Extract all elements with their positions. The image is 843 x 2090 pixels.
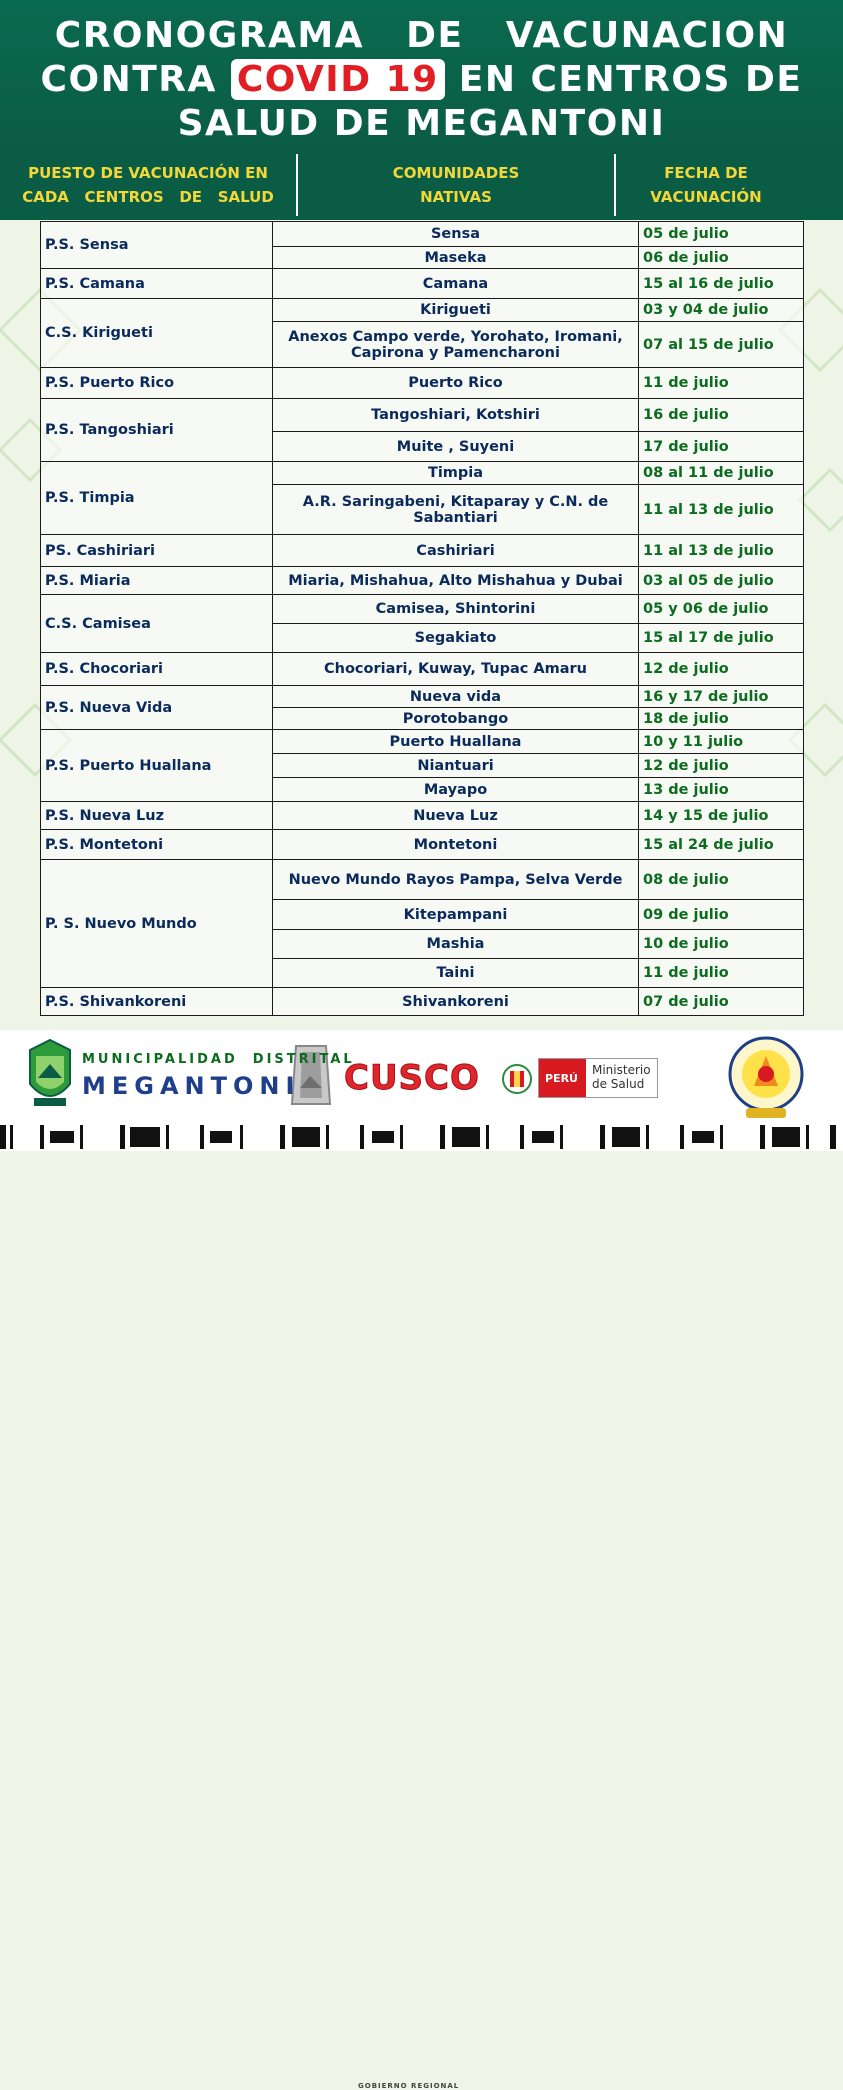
- table-row: [41, 653, 804, 686]
- community-cell: Tangoshiari, Kotshiri: [273, 399, 639, 432]
- table-row: [41, 269, 804, 299]
- health-post-cell: P.S. Miaria: [41, 567, 273, 595]
- table-row: [41, 299, 804, 322]
- health-post-cell: C.S. Kirigueti: [41, 299, 273, 368]
- table-row: [41, 860, 804, 900]
- table-row: [41, 988, 804, 1016]
- date-cell: 06 de julio: [639, 247, 804, 269]
- community-cell: Muite , Suyeni: [273, 432, 639, 462]
- community-cell: Nuevo Mundo Rayos Pampa, Selva Verde: [273, 860, 639, 900]
- table-row: [41, 567, 804, 595]
- community-cell: Nueva Luz: [273, 802, 639, 830]
- date-cell: 11 de julio: [639, 368, 804, 399]
- cusco-logo-text: CUSCO: [344, 1058, 480, 1098]
- community-cell: Timpia: [273, 462, 639, 485]
- date-cell: 10 y 11 julio: [639, 730, 804, 754]
- community-cell: Miaria, Mishahua, Alto Mishahua y Dubai: [273, 567, 639, 595]
- date-cell: 11 al 13 de julio: [639, 535, 804, 567]
- header-date-line1: FECHA DE: [664, 164, 748, 182]
- diresa-seal-logo: [726, 1034, 806, 1120]
- table-row: [41, 535, 804, 567]
- community-cell: Mashia: [273, 930, 639, 959]
- date-cell: 12 de julio: [639, 754, 804, 778]
- title-line-2: [0, 58, 843, 102]
- header-post-line1: PUESTO DE VACUNACIÓN EN: [28, 164, 268, 182]
- date-cell: 09 de julio: [639, 900, 804, 930]
- date-cell: 11 de julio: [639, 959, 804, 988]
- title-line-1: CRONOGRAMA DE VACUNACION: [54, 15, 789, 56]
- date-cell: 15 al 24 de julio: [639, 830, 804, 860]
- header-communities-line2: NATIVAS: [420, 188, 492, 206]
- date-cell: 07 de julio: [639, 988, 804, 1016]
- date-cell: 15 al 17 de julio: [639, 624, 804, 653]
- community-cell: A.R. Saringabeni, Kitaparay y C.N. de Sabantiari: [273, 485, 639, 535]
- community-cell: Mayapo: [273, 778, 639, 802]
- ministerio-line1: Ministerio: [591, 1063, 651, 1077]
- community-cell: Segakiato: [273, 624, 639, 653]
- date-cell: 18 de julio: [639, 708, 804, 730]
- date-cell: 15 al 16 de julio: [639, 269, 804, 299]
- ministerio-line2: de Salud: [591, 1077, 645, 1091]
- table-row: [41, 730, 804, 754]
- table-row: [41, 399, 804, 432]
- community-cell: Nueva vida: [273, 686, 639, 708]
- table-row: [41, 222, 804, 247]
- date-cell: 05 y 06 de julio: [639, 595, 804, 624]
- health-post-cell: P.S. Shivankoreni: [41, 988, 273, 1016]
- date-cell: 16 y 17 de julio: [639, 686, 804, 708]
- community-cell: Sensa: [273, 222, 639, 247]
- title-line-3: SALUD DE MEGANTONI: [177, 103, 666, 144]
- community-cell: Anexos Campo verde, Yorohato, Iromani, Capirona y Pamencharoni: [273, 322, 639, 368]
- community-cell: Camana: [273, 269, 639, 299]
- health-post-cell: P.S. Sensa: [41, 222, 273, 269]
- health-post-cell: P.S. Puerto Rico: [41, 368, 273, 399]
- health-post-cell: P.S. Tangoshiari: [41, 399, 273, 462]
- community-cell: Chocoriari, Kuway, Tupac Amaru: [273, 653, 639, 686]
- ministerio-salud-logo: [538, 1058, 658, 1098]
- date-cell: 17 de julio: [639, 432, 804, 462]
- peru-shield-icon: [502, 1062, 532, 1096]
- date-cell: 08 al 11 de julio: [639, 462, 804, 485]
- header-date-line2: VACUNACIÓN: [650, 188, 762, 206]
- community-cell: Puerto Rico: [273, 368, 639, 399]
- community-cell: Puerto Huallana: [273, 730, 639, 754]
- title-line-2-post: EN CENTROS DE: [444, 59, 803, 100]
- table-row: [41, 830, 804, 860]
- date-cell: 10 de julio: [639, 930, 804, 959]
- health-post-cell: P. S. Nuevo Mundo: [41, 860, 273, 988]
- community-cell: Kitepampani: [273, 900, 639, 930]
- date-cell: 03 y 04 de julio: [639, 299, 804, 322]
- date-cell: 16 de julio: [639, 399, 804, 432]
- header-date: [616, 150, 796, 220]
- municipality-label: MUNICIPALIDAD DISTRITAL: [82, 1052, 355, 1067]
- date-cell: 13 de julio: [639, 778, 804, 802]
- community-cell: Cashiriari: [273, 535, 639, 567]
- header-post-line2: CADA CENTROS DE SALUD: [22, 188, 274, 206]
- health-post-cell: PS. Cashiriari: [41, 535, 273, 567]
- ministerio-label: [584, 1059, 657, 1097]
- date-cell: 12 de julio: [639, 653, 804, 686]
- municipality-name: MEGANTONI: [82, 1072, 301, 1100]
- table-row: [41, 462, 804, 485]
- health-post-cell: P.S. Puerto Huallana: [41, 730, 273, 802]
- community-cell: Maseka: [273, 247, 639, 269]
- health-post-cell: P.S. Montetoni: [41, 830, 273, 860]
- health-post-cell: P.S. Timpia: [41, 462, 273, 535]
- table-row: [41, 595, 804, 624]
- community-cell: Kirigueti: [273, 299, 639, 322]
- community-cell: Porotobango: [273, 708, 639, 730]
- community-cell: Shivankoreni: [273, 988, 639, 1016]
- title-banner: [0, 0, 843, 150]
- community-cell: Montetoni: [273, 830, 639, 860]
- megantoni-shield-logo: [26, 1038, 74, 1110]
- date-cell: 05 de julio: [639, 222, 804, 247]
- health-post-cell: P.S. Chocoriari: [41, 653, 273, 686]
- table-row: [41, 686, 804, 708]
- health-post-cell: P.S. Nueva Luz: [41, 802, 273, 830]
- table-row: [41, 802, 804, 830]
- title-line-2-pre: CONTRA: [40, 59, 231, 100]
- date-cell: 03 al 05 de julio: [639, 567, 804, 595]
- header-communities: [298, 150, 614, 220]
- health-post-cell: P.S. Camana: [41, 269, 273, 299]
- community-cell: Camisea, Shintorini: [273, 595, 639, 624]
- header-communities-line1: COMUNIDADES: [392, 164, 520, 182]
- health-post-cell: P.S. Nueva Vida: [41, 686, 273, 730]
- decorative-stripe: [0, 1123, 843, 1151]
- vaccination-schedule-table: [40, 221, 804, 1016]
- peru-label: PERÚ: [539, 1059, 584, 1097]
- community-cell: Niantuari: [273, 754, 639, 778]
- table-header: [0, 150, 843, 220]
- health-post-cell: C.S. Camisea: [41, 595, 273, 653]
- date-cell: 07 al 15 de julio: [639, 322, 804, 368]
- date-cell: 14 y 15 de julio: [639, 802, 804, 830]
- date-cell: 11 al 13 de julio: [639, 485, 804, 535]
- date-cell: 08 de julio: [639, 860, 804, 900]
- gob-regional-text: GOBIERNO REGIONAL: [358, 2082, 460, 2090]
- community-cell: Taini: [273, 959, 639, 988]
- header-post: [0, 150, 296, 220]
- covid-highlight: COVID 19: [231, 59, 445, 100]
- table-row: [41, 368, 804, 399]
